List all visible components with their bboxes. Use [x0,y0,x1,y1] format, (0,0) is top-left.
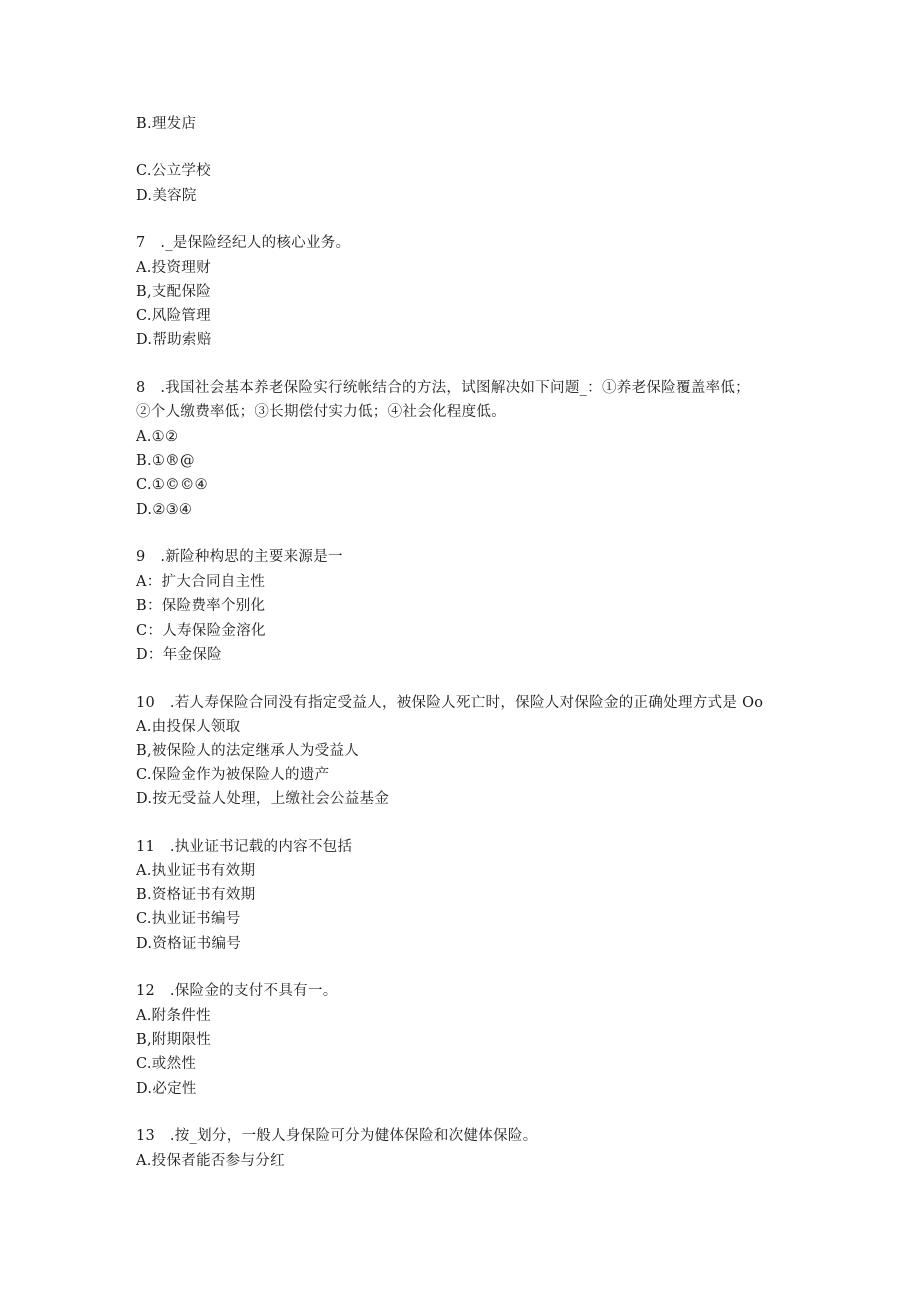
q7-option-b: B,支配保险 [136,284,212,300]
q12-question: 12 .保险金的支付不具有一。 [136,983,338,999]
q11-option-b: B.资格证书有效期 [136,887,256,903]
q6-option-b: B.理发店 [136,116,197,132]
q13-question: 13 .按_划分，一般人身保险可分为健体保险和次健体保险。 [136,1128,538,1144]
q9-question: 9 .新险种构思的主要来源是一 [136,549,343,565]
q11-option-c: C.执业证书编号 [136,911,241,927]
q8-question-cont: ②个人缴费率低；③长期偿付实力低；④社会化程度低。 [136,404,506,420]
q12-option-d: D.必定性 [136,1081,197,1097]
q10-option-c: C.保险金作为被保险人的遗产 [136,767,330,783]
q10-option-a: A.由投保人领取 [136,719,241,735]
q8-option-a: A.①② [136,429,179,445]
q12-option-c: C.或然性 [136,1056,197,1072]
q8-question: 8 .我国社会基本养老保险实行统帐结合的方法，试图解决如下问题_：①养老保险覆盖率低； [136,380,750,396]
q13-option-a: A.投保者能否参与分红 [136,1153,285,1169]
q8-option-b: B.①®@ [136,453,195,469]
q6-option-d: D.美容院 [136,188,197,204]
q9-option-d: D：年金保险 [136,647,222,663]
q9-option-b: B：保险费率个别化 [136,598,266,614]
q8-option-d: D.②③④ [136,502,193,518]
q7-question: 7 ._是保险经纪人的核心业务。 [136,235,351,251]
q10-option-b: B,被保险人的法定继承人为受益人 [136,743,360,759]
q11-option-d: D.资格证书编号 [136,936,242,952]
q10-option-d: D.按无受益人处理，上缴社会公益基金 [136,791,390,807]
q12-option-a: A.附条件性 [136,1008,211,1024]
q6-option-c: C.公立学校 [136,163,211,179]
q7-option-d: D.帮助索赔 [136,332,212,348]
q12-option-b: B,附期限性 [136,1032,212,1048]
q11-question: 11 .执业证书记载的内容不包括 [136,839,353,855]
q9-option-c: C：人寿保险金溶化 [136,623,266,639]
q8-option-c: C.①©©④ [136,477,208,493]
q7-option-c: C.风险管理 [136,308,211,324]
q9-option-a: A：扩大合同自主性 [136,574,266,590]
q10-question: 10 .若人寿保险合同没有指定受益人，被保险人死亡时，保险人对保险金的正确处理方式是 Oo [136,695,764,711]
q11-option-a: A.执业证书有效期 [136,863,256,879]
q7-option-a: A.投资理财 [136,260,211,276]
